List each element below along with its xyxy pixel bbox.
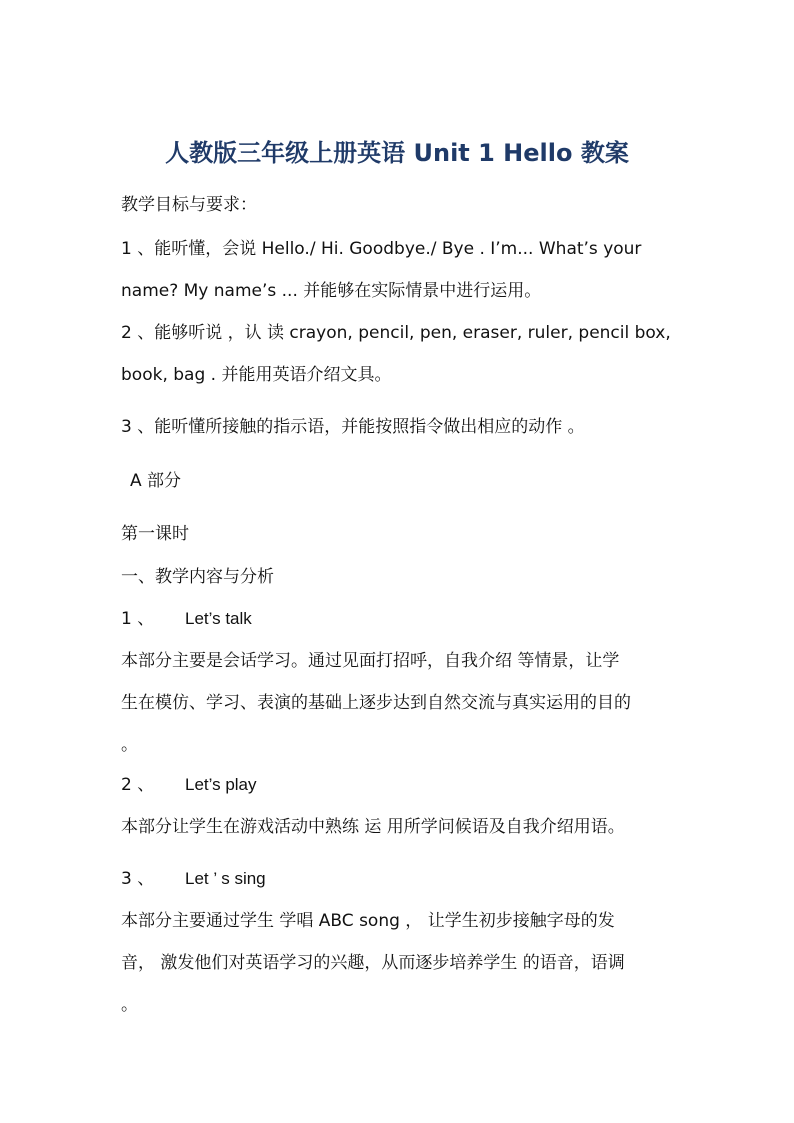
objectives-heading: 教学目标与要求： — [121, 195, 257, 215]
objective-2-line-1: 2 、能够听说 ，认 读 crayon, pencil, pen, eraser, ruler, pencil box, — [121, 323, 671, 343]
item-1-desc-line-2: 生在模仿、学习、表演的基础上逐步达到自然交流与真实运用的目的 — [121, 693, 631, 713]
item-2-number: 2 、 — [121, 775, 155, 795]
lesson-heading: 第一课时 — [121, 524, 189, 544]
objective-1-line-2: name? My name’s ... 并能够在实际情景中进行运用。 — [121, 281, 542, 301]
content-heading: 一、教学内容与分析 — [121, 567, 274, 587]
item-1-desc-line-1: 本部分主要是会话学习。通过见面打招呼，自我介绍 等情景，让学 — [121, 651, 620, 671]
item-1-desc-line-3: 。 — [121, 735, 138, 755]
item-3-desc-line-2: 音， 激发他们对英语学习的兴趣，从而逐步培养学生 的语音，语调 — [121, 953, 625, 973]
item-2-heading — [121, 774, 257, 796]
objective-1-line-1: 1 、能听懂，会说 Hello./ Hi. Goodbye./ Bye . I’m... What’s your — [121, 239, 642, 259]
item-2-title: Let’s play — [185, 775, 257, 794]
item-3-title: Let ’ s sing — [185, 869, 266, 888]
objective-3: 3 、能听懂所接触的指示语，并能按照指令做出相应的动作 。 — [121, 417, 585, 437]
item-3-desc-line-3: 。 — [121, 995, 138, 1015]
item-1-title: Let’s talk — [185, 609, 252, 628]
item-3-desc-line-1: 本部分主要通过学生 学唱 ABC song ， 让学生初步接触字母的发 — [121, 911, 615, 931]
document-title: 人教版三年级上册英语 Unit 1 Hello 教案 — [165, 139, 629, 167]
item-3-number: 3 、 — [121, 869, 155, 889]
item-2-desc: 本部分让学生在游戏活动中熟练 运 用所学问候语及自我介绍用语。 — [121, 817, 625, 837]
item-1-heading — [121, 608, 252, 630]
item-3-heading — [121, 868, 266, 890]
objective-2-line-2: book, bag . 并能用英语介绍文具。 — [121, 365, 392, 385]
item-1-number: 1 、 — [121, 609, 155, 629]
part-a-heading: A 部分 — [130, 471, 182, 491]
